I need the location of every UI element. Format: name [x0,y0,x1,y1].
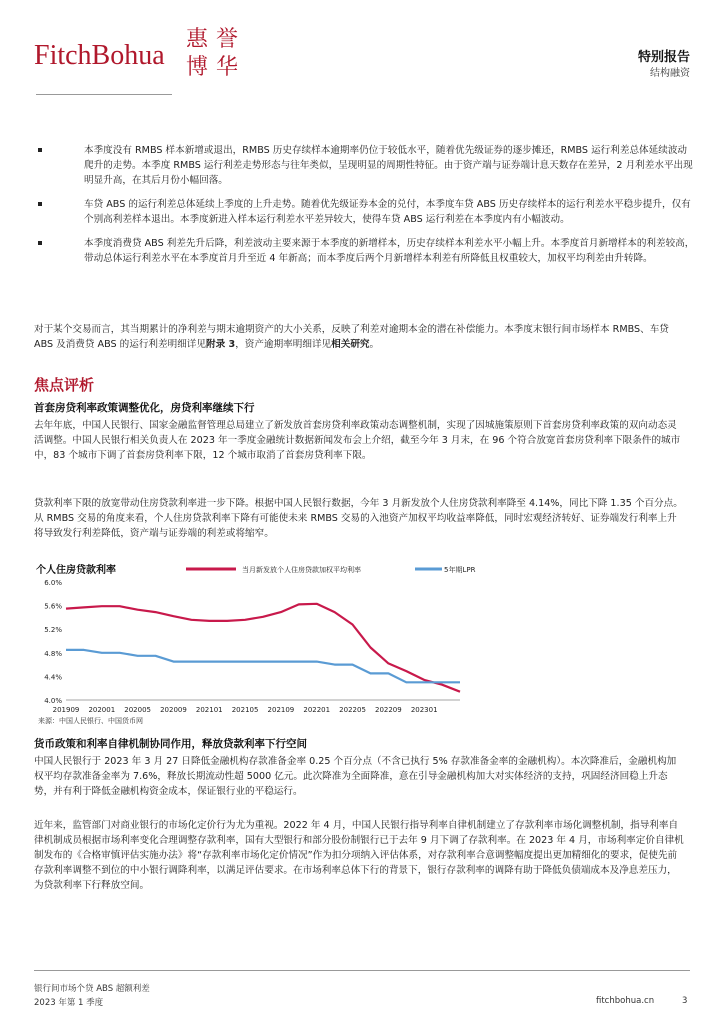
subheading-mortgage-policy: 首套房贷利率政策调整优化，房贷利率继续下行 [34,402,255,414]
y-tick-label: 5.2% [44,626,62,635]
subheading-monetary-policy: 货币政策和利率自律机制协同作用，释放贷款利率下行空间 [34,738,307,750]
x-tick-label: 202101 [195,706,223,714]
paragraph-mortgage-policy: 去年年底，中国人民银行、国家金融监督管理总局建立了新发放首套房贷利率政策动态调整机制，实现了因城施策原则下首套房贷利率政策的双向动态灵活调整。中国人民银行相关负责人在 2023 年一季度金融统计数据新闻发布会上介绍，截至今年 3 月末，在 96 个符合放宽首套房贷利率下限条件的城市中，83 个城市下调了首套房贷利率下限，12 个城市取消了首套房贷利率下限。 [34,420,681,461]
intro-text-c: 。 [369,339,380,350]
bullet-text: 车贷 ABS 的运行利差总体延续上季度的上升走势。随着优先级证券本金的兑付，本季度车贷 ABS 历史存续样本的运行利差水平稳步提升，仅有个别高利差样本退出。本季度新进入样本运行利差水平差异较大，使得车贷 ABS 运行利差在本季度内有小幅波动。 [84,199,691,225]
paragraph-mortgage-rate: 贷款利率下限的放宽带动住房贷款利率进一步下降。根据中国人民银行数据，今年 3 月新发放个人住房贷款利率降至 4.14%，同比下降 1.35 个百分点。从 RMBS 交易的角度来看，个人住房贷款利率下降有可能使未来 RMBS 交易的入池资产加权平均收益率降低，同时宏观经济转好、证券端发行利率上升将导致发行利差降低，资产端与证券端的利差或将缩窄。 [34,498,683,539]
y-tick-label: 6.0% [44,579,62,587]
related-research-link[interactable]: 相关研究 [331,339,370,350]
y-tick-label: 4.0% [44,697,62,705]
bullet-text: 本季度没有 RMBS 样本新增或退出，RMBS 历史存续样本逾期率仍位于较低水平，随着优先级证券的逐步摊还，RMBS 运行利差总体延续波动爬升的走势。本季度 RMBS 运行利差走势形态与往年类似，呈现明显的周期性特征。由于资产端与证券端计息天数存在差异，2 月利差水平出现明显升高，在其后月份小幅回落。 [84,145,693,186]
chart-title: 个人住房贷款利率 [36,565,116,576]
x-tick-label: 202205 [339,706,366,714]
intro-paragraph [34,322,684,352]
bullet-marker [38,148,42,152]
x-tick-label: 202201 [303,706,331,714]
intro-text-b: ，资产逾期率明细详见 [235,339,332,350]
page-number: 3 [682,996,688,1006]
section-title: 焦点评析 [34,376,95,394]
series-line-lpr [66,650,460,682]
summary-bullet-list [36,143,696,275]
footer-divider [34,970,690,971]
x-tick-label: 202009 [160,706,187,714]
mortgage-rate-chart [30,558,476,728]
logo-wordmark: FitchBohua [34,40,165,71]
chart-plot-area [44,579,460,714]
legend-label-new-mortgage-rate: 当月新发放个人住房贷款加权平均利率 [242,566,361,574]
y-tick-label: 4.8% [44,649,62,658]
footer-report-title: 银行间市场个贷 ABS 超额利差 [34,984,150,994]
intro-text-a: 对于某个交易而言，其当期累计的净利差与期末逾期资产的大小关系，反映了利差对逾期本金的潜在补偿能力。本季度末银行间市场样本 RMBS、车贷 ABS 及消费贷 ABS 的运行利差明细详见 [34,324,669,350]
logo-char-3: 博 [186,55,209,80]
logo-char-1: 惠 [186,27,209,52]
footer-website: fitchbohua.cn [596,996,655,1006]
x-tick-label: 202209 [374,706,402,714]
header-divider [36,94,172,95]
bullet-rmbs [36,143,696,188]
x-tick-label: 201909 [52,706,80,714]
chart-legend [186,565,476,574]
report-subtype: 结构融资 [650,68,690,79]
logo-chinese-seal [186,26,246,86]
chart-source: 来源：中国人民银行、中国货币网 [38,717,143,725]
logo-char-2: 誉 [216,27,239,52]
x-tick-label: 202109 [267,706,295,714]
footer-report-period: 2023 年第 1 季度 [34,998,104,1008]
y-tick-label: 5.6% [44,602,62,611]
appendix-link[interactable]: 附录 3 [206,339,236,350]
logo-char-4: 华 [216,55,239,80]
bullet-marker [38,202,42,206]
legend-label-lpr: 5年期LPR [444,566,476,574]
bullet-text: 本季度消费贷 ABS 利差先升后降，利差波动主要来源于本季度的新增样本，历史存续样本利差水平小幅上升。本季度首月新增样本的利差较高，带动总体运行利差水平在本季度首月升至近 4 年新高；而本季度后两个月新增样本利差有所降低且权重较大，加权平均利差由升转降。 [84,238,695,264]
bullet-consumer-loan [36,236,696,266]
bullet-marker [38,241,42,245]
paragraph-deposit-rate: 近年来，监管部门对商业银行的市场化定价行为尤为重视。2022 年 4 月，中国人民银行指导利率自律机制建立了存款利率市场化调整机制，指导利率自律机制成员根据市场利率变化合理调整存款利率，国有大型银行和部分股份制银行已于去年 9 月下调了存款利率。在 2023 年 4 月，市场利率定价自律机制发布的《合格审慎评估实施办法》将“存款利率市场化定价情况”作为扣分项纳入评估体系，对存款利率合意调整幅度提出更加精细化的要求，促使先前存款利率调整不到位的中小银行调降利率，以满足评估要求。在市场利率总体下行的背景下，银行存款利率的调降有助于降低负债端成本及净息差压力，为贷款利率下行释放空间。 [34,820,684,891]
x-tick-label: 202105 [231,706,259,714]
x-tick-label: 202005 [124,706,152,714]
paragraph-rrr-cut: 中国人民银行于 2023 年 3 月 27 日降低金融机构存款准备金率 0.25 个百分点（不含已执行 5% 存款准备金率的金融机构）。本次降准后，金融机构加权平均存款准备金率为 7.6%，释放长期流动性超 5000 亿元。此次降准为全面降准，意在引导金融机构加大对实体经济的支持，巩固经济回稳上升态势，并有利于降低金融机构资金成本，保证银行业的平稳运行。 [34,756,677,797]
x-tick-label: 202001 [88,706,116,714]
report-type: 特别报告 [637,50,690,65]
bullet-auto-loan [36,197,696,227]
y-tick-label: 4.4% [44,673,62,682]
x-tick-label: 202301 [410,706,438,714]
